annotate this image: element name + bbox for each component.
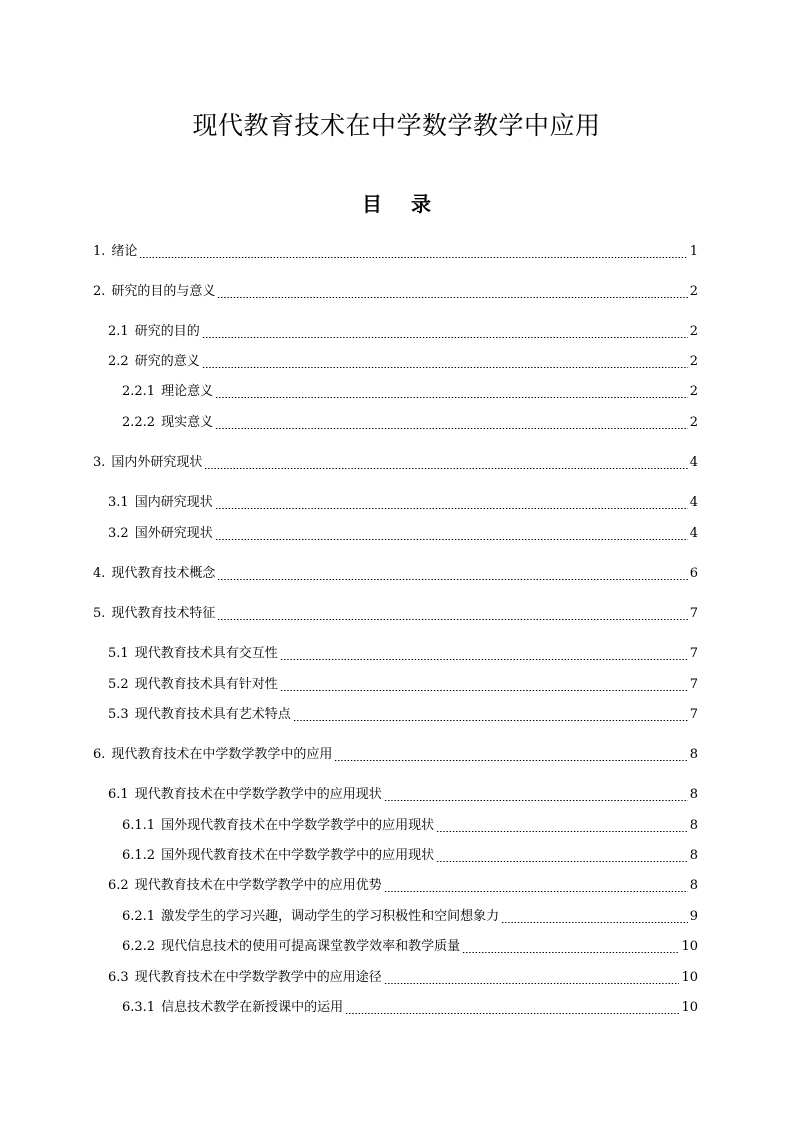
toc-entry-page: 4 bbox=[689, 495, 698, 510]
toc-entry-number: 3.2 bbox=[108, 526, 129, 541]
toc-entry-number: 2. bbox=[93, 284, 106, 299]
toc-entry-label: 研究的目的与意义 bbox=[111, 284, 216, 299]
toc-entry-label: 国外现代教育技术在中学数学教学中的应用现状 bbox=[161, 848, 435, 863]
toc-entry-page: 6 bbox=[689, 566, 698, 581]
toc-entry-label: 信息技术教学在新授课中的运用 bbox=[161, 1000, 344, 1015]
dot-leader bbox=[384, 800, 688, 801]
toc-entry-page: 4 bbox=[689, 526, 698, 541]
toc-entry[interactable] bbox=[122, 907, 698, 927]
dot-leader bbox=[215, 397, 688, 398]
dot-leader bbox=[217, 579, 687, 580]
dot-leader bbox=[345, 1013, 679, 1014]
toc-entry[interactable] bbox=[93, 282, 698, 302]
toc-entry-page: 7 bbox=[689, 677, 698, 692]
toc-entry-number: 4. bbox=[93, 566, 106, 581]
toc-entry[interactable] bbox=[122, 382, 698, 402]
dot-leader bbox=[217, 297, 687, 298]
dot-leader bbox=[215, 539, 688, 540]
toc-entry-label: 现代教育技术在中学数学教学中的应用途径 bbox=[134, 970, 382, 985]
toc-entry[interactable] bbox=[122, 937, 698, 957]
toc-entry-label: 现代教育技术具有艺术特点 bbox=[134, 707, 291, 722]
toc-heading: 目 录 bbox=[362, 192, 431, 216]
dot-leader bbox=[217, 619, 687, 620]
toc-entry[interactable] bbox=[93, 745, 698, 765]
toc-entry-label: 研究的目的 bbox=[134, 324, 200, 339]
toc-entry-number: 6.3.1 bbox=[122, 1000, 156, 1015]
toc-entry[interactable] bbox=[108, 675, 698, 695]
toc-entry[interactable] bbox=[108, 644, 698, 664]
toc-entry-number: 3.1 bbox=[108, 495, 129, 510]
toc-entry-number: 6.2.2 bbox=[122, 939, 156, 954]
toc-entry[interactable] bbox=[122, 998, 698, 1018]
toc-entry-number: 5.1 bbox=[108, 646, 129, 661]
toc-entry[interactable] bbox=[108, 968, 698, 988]
toc-entry-number: 5.2 bbox=[108, 677, 129, 692]
toc-entry-page: 2 bbox=[689, 324, 698, 339]
toc-entry-page: 8 bbox=[689, 787, 698, 802]
dot-leader bbox=[215, 508, 688, 509]
toc-entry[interactable] bbox=[108, 493, 698, 513]
dot-leader bbox=[436, 831, 688, 832]
toc-entry-page: 10 bbox=[681, 939, 698, 954]
toc-entry-number: 2.2 bbox=[108, 354, 129, 369]
toc-entry-label: 理论意义 bbox=[161, 384, 214, 399]
toc-entry-number: 6.1.1 bbox=[122, 818, 156, 833]
dot-leader bbox=[139, 257, 687, 258]
toc-entry-page: 8 bbox=[689, 848, 698, 863]
toc-entry[interactable] bbox=[93, 453, 698, 473]
toc-entry[interactable] bbox=[108, 322, 698, 342]
toc-entry[interactable] bbox=[122, 413, 698, 433]
toc-entry-page: 10 bbox=[681, 1000, 698, 1015]
dot-leader bbox=[293, 720, 688, 721]
dot-leader bbox=[384, 983, 680, 984]
toc-entry-number: 5. bbox=[93, 606, 106, 621]
toc-entry-label: 现代教育技术特征 bbox=[111, 606, 216, 621]
dot-leader bbox=[204, 468, 687, 469]
toc-entry-number: 2.1 bbox=[108, 324, 129, 339]
dot-leader bbox=[280, 690, 688, 691]
toc-entry-number: 5.3 bbox=[108, 707, 129, 722]
dot-leader bbox=[436, 861, 688, 862]
toc-entry-number: 6.2 bbox=[108, 878, 129, 893]
toc-entry-page: 7 bbox=[689, 646, 698, 661]
toc-entry-label: 激发学生的学习兴趣，调动学生的学习积极性和空间想象力 bbox=[161, 909, 500, 924]
toc-entry-page: 8 bbox=[689, 747, 698, 762]
toc-entry-number: 2.2.2 bbox=[122, 415, 156, 430]
toc-entry-page: 10 bbox=[681, 970, 698, 985]
dot-leader bbox=[215, 428, 688, 429]
toc-entry-page: 1 bbox=[689, 244, 698, 259]
toc-entry-number: 2.2.1 bbox=[122, 384, 156, 399]
toc-entry[interactable] bbox=[93, 564, 698, 584]
document-title: 现代教育技术在中学数学教学中应用 bbox=[192, 111, 601, 140]
toc-entry[interactable] bbox=[108, 524, 698, 544]
dot-leader bbox=[462, 952, 679, 953]
toc-entry-page: 8 bbox=[689, 818, 698, 833]
toc-entry-label: 现代教育技术在中学数学教学中的应用优势 bbox=[134, 878, 382, 893]
dot-leader bbox=[280, 659, 688, 660]
toc-entry-page: 2 bbox=[689, 284, 698, 299]
dot-leader bbox=[202, 337, 688, 338]
toc-entry-label: 现代教育技术在中学数学教学中的应用 bbox=[111, 747, 333, 762]
toc-entry-page: 7 bbox=[689, 606, 698, 621]
toc-entry-number: 6.2.1 bbox=[122, 909, 156, 924]
toc-entry-label: 现代教育技术在中学数学教学中的应用现状 bbox=[134, 787, 382, 802]
dot-leader bbox=[384, 891, 688, 892]
toc-entry-number: 3. bbox=[93, 455, 106, 470]
toc-entry-page: 8 bbox=[689, 878, 698, 893]
toc-entry-label: 现代教育技术具有针对性 bbox=[134, 677, 278, 692]
toc-entry-label: 现实意义 bbox=[161, 415, 214, 430]
toc-entry[interactable] bbox=[108, 705, 698, 725]
dot-leader bbox=[334, 760, 687, 761]
toc-entry-number: 6.1 bbox=[108, 787, 129, 802]
toc-entry-label: 国外研究现状 bbox=[134, 526, 213, 541]
toc-entry[interactable] bbox=[108, 352, 698, 372]
toc-entry-label: 国内外研究现状 bbox=[111, 455, 203, 470]
toc-entry-number: 6.3 bbox=[108, 970, 129, 985]
toc-entry-page: 9 bbox=[689, 909, 698, 924]
toc-entry[interactable] bbox=[122, 846, 698, 866]
dot-leader bbox=[501, 922, 688, 923]
toc-entry-label: 现代信息技术的使用可提高课堂教学效率和教学质量 bbox=[161, 939, 461, 954]
toc-entry-label: 现代教育技术概念 bbox=[111, 566, 216, 581]
toc-entry-label: 现代教育技术具有交互性 bbox=[134, 646, 278, 661]
toc-entry-page: 2 bbox=[689, 415, 698, 430]
toc-entry[interactable] bbox=[93, 242, 698, 262]
toc-entry-label: 国外现代教育技术在中学数学教学中的应用现状 bbox=[161, 818, 435, 833]
toc-entry-label: 绪论 bbox=[111, 244, 138, 259]
toc-entry-number: 1. bbox=[93, 244, 106, 259]
toc-entry-page: 7 bbox=[689, 707, 698, 722]
toc-entry-number: 6. bbox=[93, 747, 106, 762]
toc-entry[interactable] bbox=[108, 876, 698, 896]
toc-entry-page: 2 bbox=[689, 384, 698, 399]
toc-entry[interactable] bbox=[93, 604, 698, 624]
toc-entry-page: 2 bbox=[689, 354, 698, 369]
dot-leader bbox=[202, 367, 688, 368]
toc-entry[interactable] bbox=[122, 816, 698, 836]
toc-entry[interactable] bbox=[108, 785, 698, 805]
toc-entry-page: 4 bbox=[689, 455, 698, 470]
toc-entry-label: 国内研究现状 bbox=[134, 495, 213, 510]
toc-entry-number: 6.1.2 bbox=[122, 848, 156, 863]
toc-entry-label: 研究的意义 bbox=[134, 354, 200, 369]
